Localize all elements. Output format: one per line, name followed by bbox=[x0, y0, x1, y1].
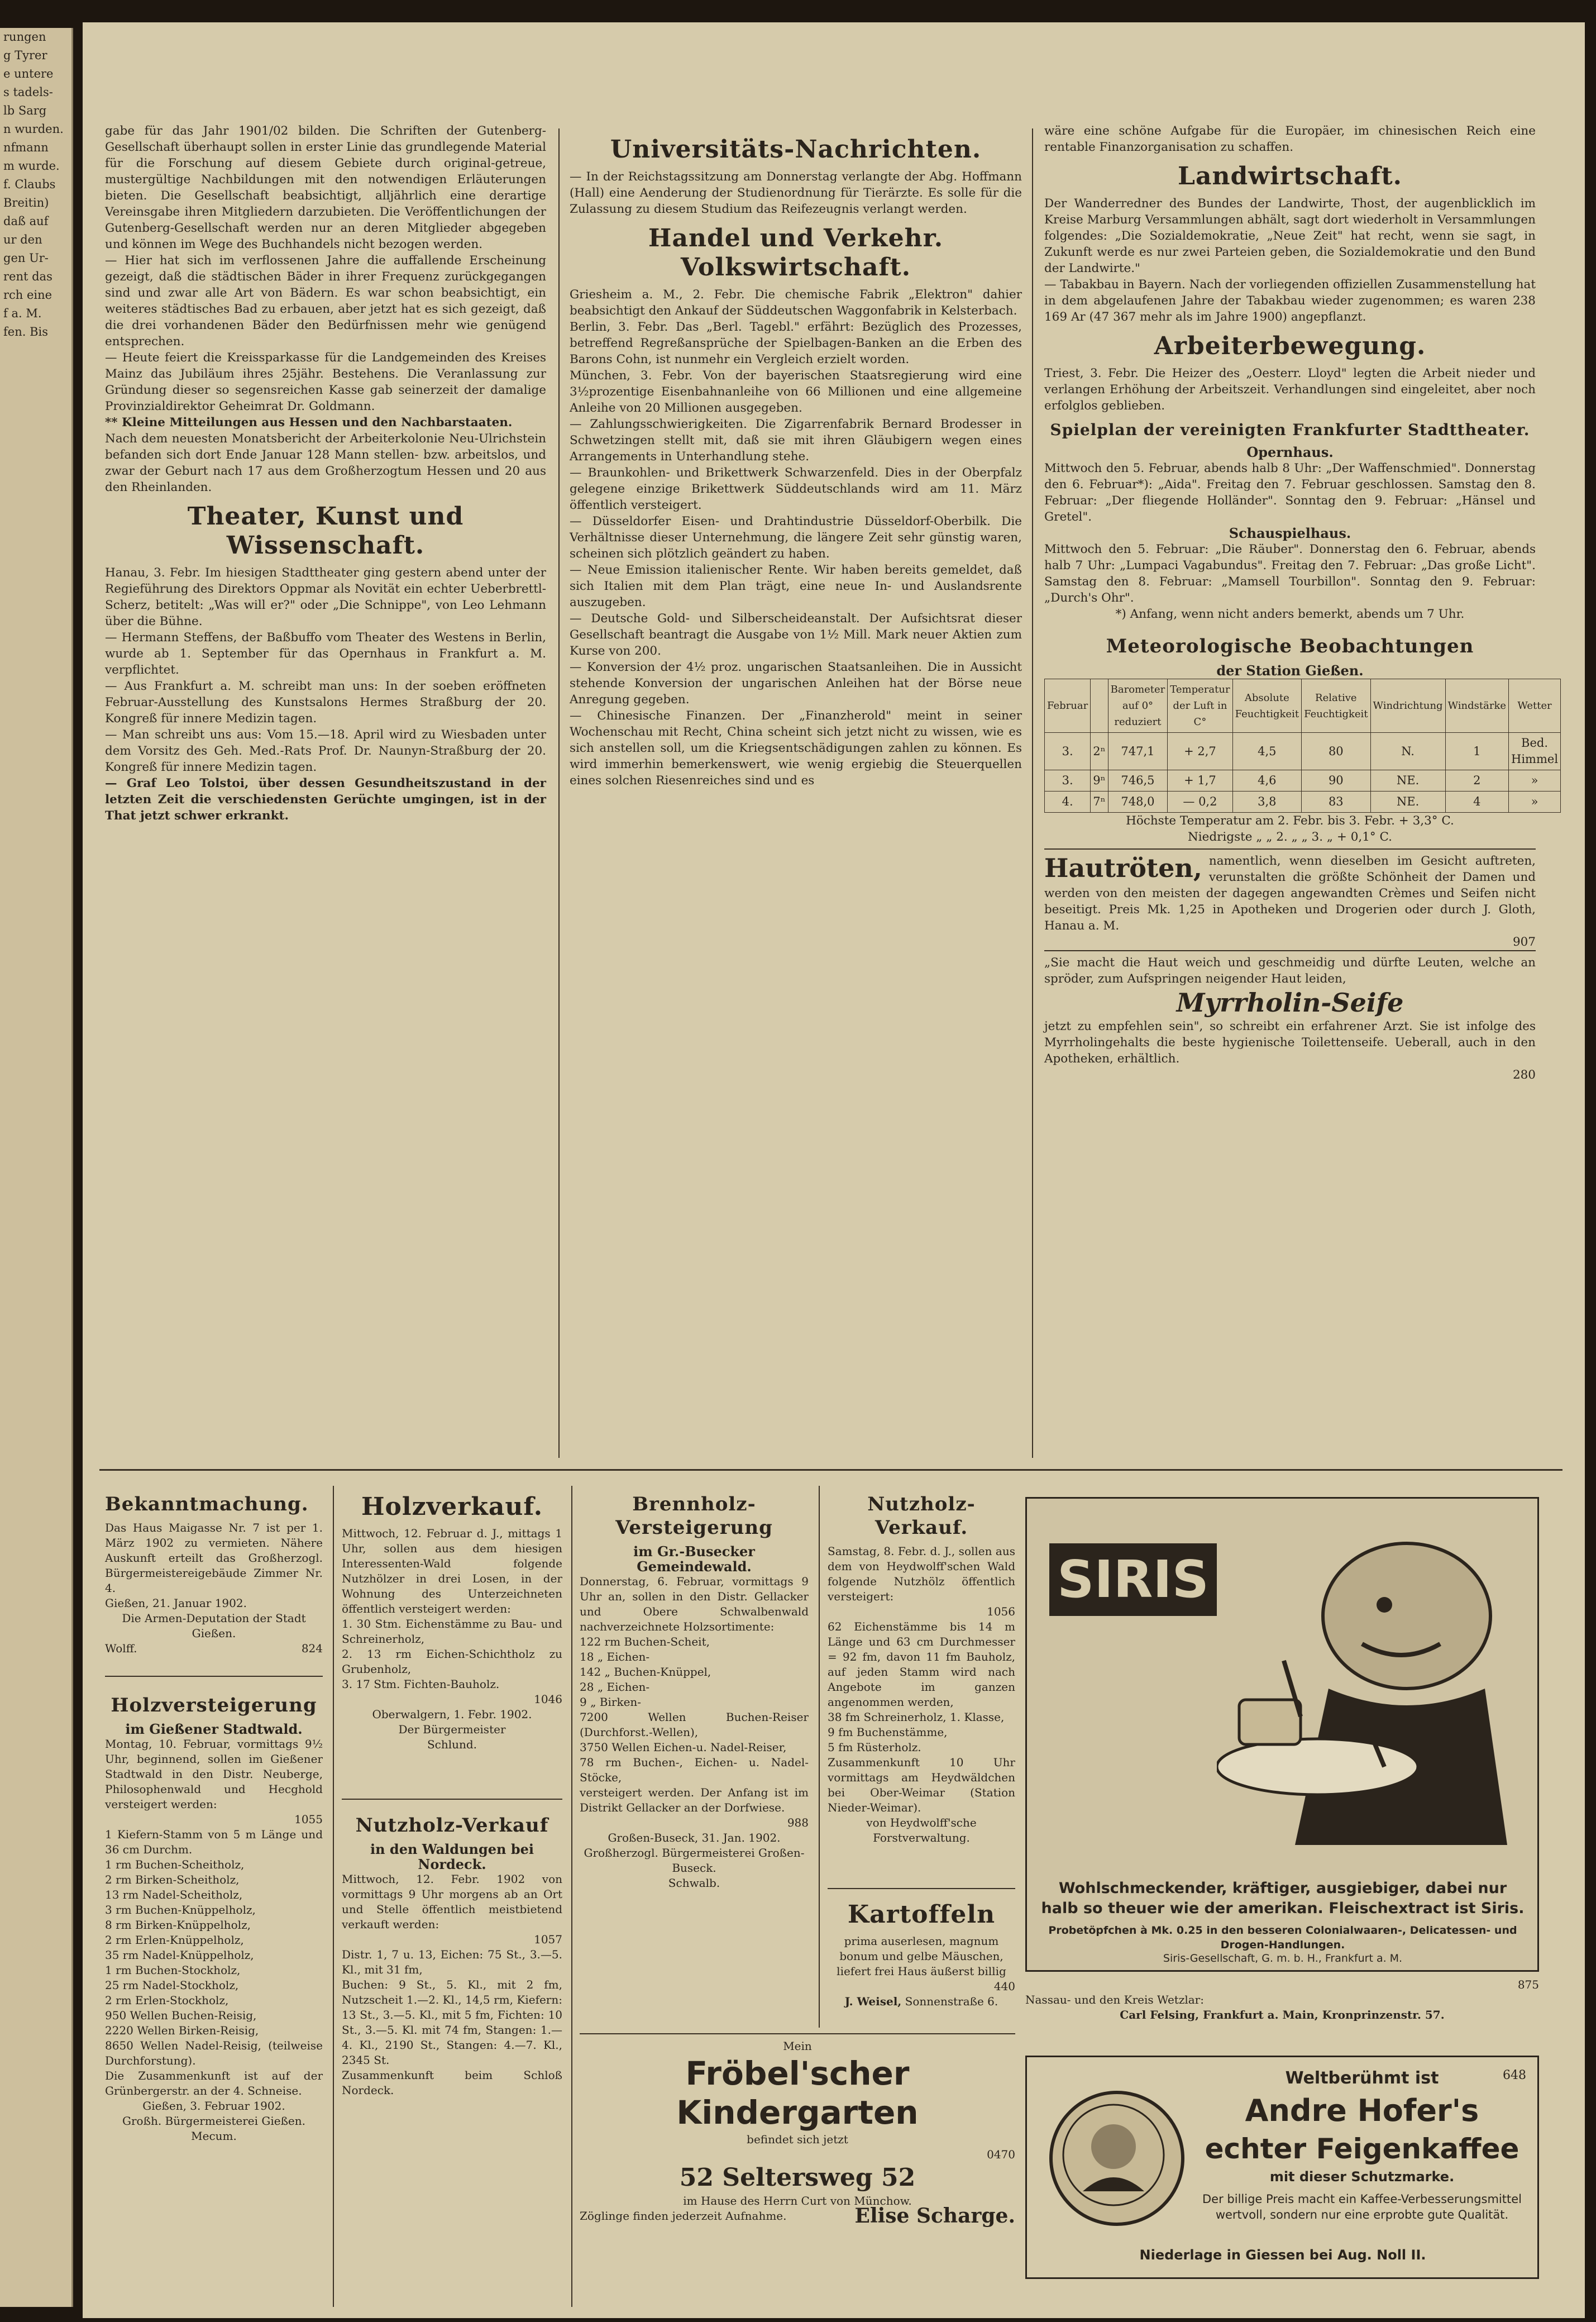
table-cell: 4,5 bbox=[1232, 733, 1301, 770]
ad-name: Schlund. bbox=[427, 1738, 477, 1751]
weather-table bbox=[1044, 679, 1561, 813]
column-header: Absolute Feuchtigkeit bbox=[1232, 679, 1301, 733]
weather-max: Höchste Temperatur am 2. Febr. bis 3. Febr. + 3,3° C. bbox=[1126, 814, 1454, 828]
article-text: Der Wanderredner des Bundes der Landwirte, Thost, der augenblicklich im Kreise Marburg Versammlungen abhält, sagt dort wiederholt in Versammlungen folgendes: „Die Sozialdemokratie, „Neue Zeit" hat recht, wenn sie sagt, in Zukunft werde es nur zwei Parteien geben, die Sozialdemokratie und den Bund der Landwirte." bbox=[1044, 197, 1536, 275]
article-text: Nach dem neuesten Monatsbericht der Arbeiterkolonie Neu-Ulrichstein befanden sich dort Ende Januar 128 Mann stellen- bzw. arbeitslos, und zwar der Geburt nach 17 aus dem Großherzogtum Hessen und 20 aus den Rheinlanden. bbox=[105, 432, 546, 494]
subheading: Opernhaus. bbox=[1246, 444, 1334, 460]
list-item: 7200 Wellen Buchen-Reiser (Durchforst.-Wellen), bbox=[580, 1710, 809, 1739]
list-item: Distr. 1, 7 u. 13, Eichen: 75 St., 3.—5. Kl., mit 31 fm, bbox=[342, 1948, 562, 1976]
ad-name: Elise Scharge. bbox=[854, 2204, 1015, 2228]
ad-item-list bbox=[342, 1617, 562, 1692]
siris-representative bbox=[1025, 1977, 1539, 2023]
column-header: Windrichtung bbox=[1370, 679, 1445, 733]
ad-divider bbox=[105, 1676, 323, 1677]
list-item: 1 rm Buchen-Stockholz, bbox=[105, 1963, 241, 1977]
column-header: Barometer auf 0° reduziert bbox=[1108, 679, 1168, 733]
ad-divider bbox=[580, 2033, 1015, 2034]
ad-text: prima auserlesen, magnum bonum und gelbe Mäuschen, liefert frei Haus äußerst billig bbox=[837, 1934, 1006, 1978]
article-text: Hanau, 3. Febr. Im hiesigen Stadttheater ging gestern abend unter der Regieführung des Direktors Oppmar als Novität ein echter Ueberbrettl-Scherz, betitelt: „Was will er?" oder „Die Schnippe", von Leo Lehmann über die Bühne. bbox=[105, 566, 546, 628]
feigenkaffee-ad bbox=[1025, 2056, 1539, 2279]
list-item: 9 fm Buchenstämme, bbox=[828, 1725, 948, 1739]
ad-item-list bbox=[342, 1947, 562, 2068]
article-text: Mittwoch den 5. Februar: „Die Räuber". Donnerstag den 6. Februar, abends halb 7 Uhr: „Lumpaci Vagabundus". Freitag den 7. Februar: „Das große Licht". Samstag den 8. Februar: „Mamsell Tourbillon". Sonntag den 9. Februar: „Durch's Ohr". bbox=[1044, 542, 1536, 605]
table-cell: NE. bbox=[1370, 770, 1445, 792]
list-item: 1. 30 Stm. Eichenstämme zu Bau- und Schreinerholz, bbox=[342, 1617, 562, 1646]
article-text: — Chinesische Finanzen. Der „Finanzherold" meint in seiner Wochenschau mit Recht, China scheint sich jetzt nicht zu wissen, wie es sich anstellen soll, um die Kriegsentschädigungen zahlen zu können. Es wird immerhin bemerkenswert, wie wenig ergiebig die Steuerquellen eines solchen Riesenreiches sind und es bbox=[570, 709, 1022, 788]
ad-text: mit dieser Schutzmarke. bbox=[1269, 2169, 1455, 2185]
article-text: — Düsseldorfer Eisen- und Drahtindustrie Düsseldorf-Oberbilk. Die Verhältnisse dieser Unternehmung, die längere Zeit sehr günstig waren, scheinen sich plötzlich geändert zu haben. bbox=[570, 514, 1022, 561]
ad-name: Wolff. bbox=[105, 1642, 137, 1655]
article-text: — Man schreibt uns aus: Vom 15.—18. April wird zu Wiesbaden unter dem Vorsitz des Geh. Med.-Rats Prof. Dr. Naunyn-Straßburg der 20. Kongreß für innere Medizin tagen. bbox=[105, 728, 546, 774]
ad-name: Schwalb. bbox=[668, 1876, 720, 1890]
ad-signature: Großherzogl. Bürgermeisterei Großen-Buseck. bbox=[584, 1846, 805, 1875]
illustration-man-eating bbox=[1217, 1532, 1518, 1845]
footnote: *) Anfang, wenn nicht anders bemerkt, abends um 7 Uhr. bbox=[1115, 607, 1465, 621]
article-text: wäre eine schöne Aufgabe für die Europäer, im chinesischen Reich eine rentable Finanzorganisation zu schaffen. bbox=[1044, 124, 1536, 154]
article-text: — Hier hat sich im verflossenen Jahre die auffallende Erscheinung gezeigt, daß die städtischen Bäder in ihrer Frequenz zurückgegangen sind und zwar alle Art von Bädern. Es war schon beabsichtigt, ein weiteres städtisches Bad zu erbauen, aber jetzt hat es sich gezeigt, daß die drei vorhandenen Bäder den Bedürfnissen mehr wie genügend entsprechen. bbox=[105, 254, 546, 349]
ad-divider bbox=[828, 1888, 1015, 1889]
ad-heading: Holzverkauf. bbox=[361, 1493, 543, 1521]
ad-address: 52 Seltersweg 52 bbox=[679, 2163, 916, 2192]
ad-text: Probetöpfchen à Mk. 0.25 in den besseren Colonialwaaren-, Delicatessen- und Drogen-Handlungen. bbox=[1048, 1924, 1517, 1951]
list-item: Buchen: 9 St., 5. Kl., mit 2 fm, Nutzscheit 1.—2. Kl., 14,5 rm, Kiefern: 13 St., 3.—5. Kl., mit 5 fm, Fichten: 10 St., 3.—5. Kl. mit 74 fm, Stangen: 1.—4. Kl., 2190 St., Stangen: 4.—7. Kl., 2345 St. bbox=[342, 1978, 562, 2067]
section-heading: Universitäts-Nachrichten. bbox=[610, 135, 982, 164]
ad-number: 875 bbox=[1517, 1978, 1539, 1991]
table-row bbox=[1045, 733, 1561, 770]
table-row bbox=[1045, 792, 1561, 813]
table-cell: 9ⁿ bbox=[1091, 770, 1108, 792]
ad-text: versteigert werden. Der Anfang ist im Distrikt Gellacker an der Dorfwiese. bbox=[580, 1786, 809, 1814]
adjacent-page-line: f. Claubs bbox=[3, 178, 56, 191]
list-item: 950 Wellen Buchen-Reisig, bbox=[105, 2009, 257, 2022]
adjacent-page-line: Breitin) bbox=[3, 196, 49, 209]
ad-text: Zöglinge finden jederzeit Aufnahme. bbox=[580, 2209, 787, 2223]
ad-text: Montag, 10. Februar, vormittags 9½ Uhr, beginnend, sollen im Gießener Stadtwald in den Distr. Neuberge, Philosophenwald und Hecghold versteigert werden: bbox=[105, 1737, 323, 1811]
adjacent-page-line: nfmann bbox=[3, 141, 49, 154]
article-text: — Neue Emission italienischer Rente. Wir haben bereits gemeldet, daß sich Italien mit dem Plan trägt, eine neue In- und Auslandsrente auszugeben. bbox=[570, 563, 1022, 609]
section-heading: Spielplan der vereinigten Frankfurter Stadttheater. bbox=[1050, 421, 1530, 439]
article-text: — Tabakbau in Bayern. Nach der vorliegenden offiziellen Zusammenstellung hat in dem abgelaufenen Jahre der Tabakbau wieder zugenommen; es waren 238 169 Ar (47 367 mehr als im Jahre 1900) angepflanzt. bbox=[1044, 278, 1536, 324]
holzverkauf-ad bbox=[342, 1486, 562, 1752]
list-item: 122 rm Buchen-Scheit, bbox=[580, 1635, 710, 1648]
ad-date: Großen-Buseck, 31. Jan. 1902. bbox=[608, 1831, 781, 1844]
list-item: 25 rm Nadel-Stockholz, bbox=[105, 1978, 239, 1992]
list-item: 35 rm Nadel-Knüppelholz, bbox=[105, 1948, 254, 1962]
ad-subheading: in den Waldungen bei Nordeck. bbox=[370, 1841, 534, 1872]
ad-text: Zusammenkunft beim Schloß Nordeck. bbox=[342, 2068, 562, 2097]
article-text: Mittwoch den 5. Februar, abends halb 8 Uhr: „Der Waffenschmied". Donnerstag den 6. Februar*): „Aida". Freitag den 7. Februar geschlossen. Samstag den 8. Februar: „Der fliegende Holländer". Sonntag den 9. Februar: „Hänsel und Gretel". bbox=[1044, 461, 1536, 524]
ad-text: Niederlage in Giessen bei Aug. Noll II. bbox=[1139, 2247, 1426, 2263]
table-cell: — 0,2 bbox=[1168, 792, 1232, 813]
list-item: 2 rm Birken-Scheitholz, bbox=[105, 1873, 240, 1886]
adjacent-page-line: gen Ur- bbox=[3, 251, 49, 265]
table-cell: 3,8 bbox=[1232, 792, 1301, 813]
column-divider bbox=[819, 1486, 820, 2028]
ad-signature: von Heydwolff'sche Forstverwaltung. bbox=[866, 1816, 977, 1844]
column-divider bbox=[558, 128, 560, 1458]
table-cell: 83 bbox=[1302, 792, 1370, 813]
ad-text: Samstag, 8. Febr. d. J., sollen aus dem von Heydwolff'schen Wald folgende Nutzhölz öffentlich versteigert: bbox=[828, 1544, 1015, 1603]
table-cell: 7ⁿ bbox=[1091, 792, 1108, 813]
list-item: 18 „ Eichen- bbox=[580, 1650, 650, 1663]
weather-min: Niedrigste „ „ 2. „ „ 3. „ + 0,1° C. bbox=[1187, 830, 1393, 844]
article-text: — Konversion der 4½ proz. ungarischen Staatsanleihen. Die in Aussicht stehende Konversion der ungarischen Anleihen hat der Börse neue Anregung gegeben. bbox=[570, 660, 1022, 707]
table-cell: 2 bbox=[1445, 770, 1508, 792]
myrrholin-ad bbox=[1044, 950, 1536, 1083]
article-text: — Deutsche Gold- und Silberscheideanstalt. Der Aufsichtsrat dieser Gesellschaft beantragt die Ausgabe von 1½ Mill. Mark neuer Aktien zum Kurse von 200. bbox=[570, 612, 1022, 658]
list-item: 2220 Wellen Birken-Reisig, bbox=[105, 2024, 259, 2037]
ad-number: 1056 bbox=[987, 1605, 1015, 1618]
column-divider bbox=[571, 1486, 572, 2307]
ad-heading: Hautröten, bbox=[1044, 853, 1202, 883]
list-item: 62 Eichenstämme bis 14 m Länge und 63 cm Durchmesser = 92 fm, davon 11 fm Bauholz, auf jeden Stamm wird nach Angebote im ganzen angenommen werden, bbox=[828, 1620, 1015, 1709]
article-text: — Graf Leo Tolstoi, über dessen Gesundheitszustand in der letzten Zeit die verschiedensten Gerüchte umgingen, ist in der That jetzt schwer erkrankt. bbox=[105, 776, 546, 823]
ad-date: Gießen, 3. Februar 1902. bbox=[142, 2099, 285, 2113]
list-item: 38 fm Schreinerholz, 1. Klasse, bbox=[828, 1710, 1005, 1724]
ad-number: 1046 bbox=[534, 1692, 562, 1706]
list-item: 9 „ Birken- bbox=[580, 1695, 642, 1709]
adjacent-page-line: s tadels- bbox=[3, 85, 53, 99]
article-text: Griesheim a. M., 2. Febr. Die chemische Fabrik „Elektron" dahier beabsichtigt den Ankauf der Süddeutschen Waggonfabrik in Kelsterbach. bbox=[570, 288, 1022, 318]
trademark-seal bbox=[1049, 2091, 1184, 2226]
article-text: München, 3. Febr. Von der bayerischen Staatsregierung wird eine 3½prozentige Eisenbahnanleihe von 66 Millionen und eine allgemeine Anleihe von 20 Millionen ausgegeben. bbox=[570, 369, 1022, 415]
siris-ad bbox=[1025, 1497, 1539, 1972]
adjacent-page-line: daß auf bbox=[3, 214, 49, 228]
ad-number: 988 bbox=[787, 1816, 809, 1829]
ad-item-list bbox=[105, 1827, 323, 2068]
ad-text: Mein bbox=[783, 2039, 812, 2053]
column-header: Windstärke bbox=[1445, 679, 1508, 733]
subheading: Schauspielhaus. bbox=[1229, 525, 1351, 541]
ad-subheading: im Gießener Stadtwald. bbox=[125, 1721, 303, 1737]
ad-heading: Bekanntmachung. bbox=[105, 1493, 309, 1515]
list-item: 142 „ Buchen-Knüppel, bbox=[580, 1665, 711, 1679]
article-text: — Braunkohlen- und Brikettwerk Schwarzenfeld. Dies in der Oberpfalz gelegene einzige Brikettwerk Süddeutschlands wird am 11. März öffentlich versteigert. bbox=[570, 466, 1022, 512]
ad-text: Donnerstag, 6. Februar, vormittags 9 Uhr an, sollen in den Distr. Gellacker und Obere Schwalbenwald nachverzeichnete Holzsortimente: bbox=[580, 1575, 809, 1633]
ad-text: Zusammenkunft 10 Uhr vormittags am Heydwäldchen bei Ober-Weimar (Station Nieder-Weimar). bbox=[828, 1756, 1015, 1814]
adjacent-page-line: f a. M. bbox=[3, 307, 42, 320]
ad-number: 0470 bbox=[987, 2148, 1015, 2161]
list-item: 2 rm Erlen-Stockholz, bbox=[105, 1994, 229, 2007]
list-item: 8650 Wellen Nadel-Reisig, (teilweise Durchforstung). bbox=[105, 2039, 323, 2067]
table-cell: Bed. Himmel bbox=[1509, 733, 1561, 770]
table-cell: » bbox=[1509, 792, 1561, 813]
newspaper-page bbox=[83, 22, 1585, 2318]
adjacent-page-line: lb Sarg bbox=[3, 104, 47, 117]
adjacent-page-line: fen. Bis bbox=[3, 325, 49, 338]
kartoffeln-ad bbox=[828, 1894, 1015, 2009]
adjacent-page-fragment bbox=[0, 28, 73, 2307]
adjacent-page-text bbox=[0, 28, 71, 341]
ad-number: 1057 bbox=[534, 1933, 562, 1946]
ad-number: 280 bbox=[1512, 1068, 1536, 1082]
section-heading: Arbeiterbewegung. bbox=[1154, 332, 1426, 360]
column-3 bbox=[1044, 123, 1559, 1083]
bekanntmachung-ad bbox=[105, 1486, 323, 1656]
ad-text: jetzt zu empfehlen sein", so schreibt ein erfahrener Arzt. Sie ist infolge des Myrrholingehalts die beste hygienische Toilettenseife. Ueberall, auch in den Apotheken, erhältlich. bbox=[1044, 1019, 1536, 1066]
ad-name: Mecum. bbox=[191, 2129, 237, 2143]
ad-text: Weltberühmt ist bbox=[1285, 2068, 1439, 2088]
ad-text: befindet sich jetzt bbox=[747, 2133, 848, 2146]
holzversteigerung-ad bbox=[105, 1687, 323, 2144]
adjacent-page-line: rungen bbox=[3, 30, 46, 44]
ad-item-list bbox=[828, 1619, 1015, 1755]
column-header bbox=[1091, 679, 1108, 733]
table-cell: 746,5 bbox=[1108, 770, 1168, 792]
weather-subheading: der Station Gießen. bbox=[1216, 662, 1364, 679]
ad-heading: Fröbel'scher Kindergarten bbox=[676, 2054, 919, 2132]
ad-subheading: im Gr.-Busecker Gemeindewald. bbox=[633, 1543, 755, 1575]
ad-number: 440 bbox=[993, 1980, 1015, 1993]
ad-number: 824 bbox=[301, 1642, 323, 1655]
ad-address: Sonnenstraße 6. bbox=[905, 1995, 998, 2008]
article-text: — Hermann Steffens, der Baßbuffo vom Theater des Westens in Berlin, wurde ab 1. September für das Opernhaus in Frankfurt a. M. verpflichtet. bbox=[105, 631, 546, 677]
ad-heading: Nutzholz-Verkauf bbox=[355, 1814, 549, 1837]
haut-ad bbox=[1044, 848, 1536, 950]
siris-logo: SIRIS bbox=[1049, 1543, 1217, 1616]
ad-text: Nassau- und den Kreis Wetzlar: bbox=[1025, 1993, 1204, 2006]
list-item: 5 fm Rüsterholz. bbox=[828, 1741, 921, 1754]
ad-number: 1055 bbox=[294, 1813, 323, 1826]
ad-number: 907 bbox=[1512, 935, 1536, 949]
ad-text: Carl Felsing, Frankfurt a. Main, Kronprinzenstr. 57. bbox=[1120, 2008, 1445, 2021]
table-cell: 4 bbox=[1445, 792, 1508, 813]
ad-name: J. Weisel, bbox=[844, 1995, 902, 2008]
ad-heading: Kartoffeln bbox=[847, 1900, 996, 1929]
table-cell: 3. bbox=[1045, 733, 1091, 770]
table-cell: NE. bbox=[1370, 792, 1445, 813]
column-1 bbox=[105, 123, 546, 824]
list-item: 3 rm Buchen-Knüppelholz, bbox=[105, 1903, 256, 1916]
ad-text: Siris-Gesellschaft, G. m. b. H., Frankfurt a. M. bbox=[1163, 1952, 1403, 1965]
ad-signature: Der Bürgermeister bbox=[398, 1723, 506, 1736]
ad-text: Wohlschmeckender, kräftiger, ausgiebiger, dabei nur halb so theuer wie der amerikan. Fleischextract ist Siris. bbox=[1041, 1880, 1525, 1917]
weather-heading: Meteorologische Beobachtungen bbox=[1106, 635, 1474, 657]
ad-text: Die Zusammenkunft ist auf der Grünbergerstr. an der 4. Schneise. bbox=[105, 2069, 323, 2097]
ad-heading: Brennholz-Versteigerung bbox=[615, 1493, 773, 1539]
table-cell: 80 bbox=[1302, 733, 1370, 770]
adjacent-page-line: rch eine bbox=[3, 288, 52, 302]
article-text: Triest, 3. Febr. Die Heizer des „Oesterr. Lloyd" legten die Arbeit nieder und verlangen Erhöhung der Arbeitszeit. Verhandlungen sind eingeleitet, aber noch erfolglos geblieben. bbox=[1044, 366, 1536, 413]
ad-text: Der billige Preis macht ein Kaffee-Verbesserungsmittel wertvoll, sondern nur eine erprobte gute Qualität. bbox=[1202, 2192, 1522, 2221]
table-header-row bbox=[1045, 679, 1561, 733]
ad-signature: Großh. Bürgermeisterei Gießen. bbox=[122, 2114, 305, 2128]
adjacent-page-line: e untere bbox=[3, 67, 54, 80]
adjacent-page-line: n wurden. bbox=[3, 122, 64, 136]
ad-heading: Holzversteigerung bbox=[111, 1694, 317, 1717]
ad-number: 648 bbox=[1503, 2068, 1526, 2082]
adjacent-page-line: m wurde. bbox=[3, 159, 60, 173]
section-heading: Landwirtschaft. bbox=[1178, 162, 1402, 190]
ad-text: Mittwoch, 12. Febr. 1902 von vormittags 9 Uhr morgens ab an Ort und Stelle öffentlich meistbietend verkauft werden: bbox=[342, 1872, 562, 1931]
ad-signature: Die Armen-Deputation der Stadt Gießen. bbox=[122, 1611, 306, 1640]
column-divider bbox=[333, 1486, 334, 2307]
article-text: gabe für das Jahr 1901/02 bilden. Die Schriften der Gutenberg-Gesellschaft überhaupt sollen in erster Linie das grundlegende Material für die Forschung auf diesem Gebiete durch original-getreue, mustergültige Nachbildungen mit den notwendigen Erläuterungen bieten. Die Gesellschaft beabsichtigt, alljährlich eine derartige Vereinsgabe ihren Mitgliedern darzubieten. Die Veröffentlichungen der Gutenberg-Gesellschaft werden nur an deren Mitglieder abgegeben und können im Wege des Buchhandels nicht bezogen werden. bbox=[105, 124, 546, 251]
article-text: — Aus Frankfurt a. M. schreibt man uns: In der soeben eröffneten Februar-Ausstellung des Kunstsalons Hermes Straßburg der 20. Kongreß für innere Medizin tagen. bbox=[105, 679, 546, 726]
table-cell: + 1,7 bbox=[1168, 770, 1232, 792]
article-text: — In der Reichstagssitzung am Donnerstag verlangte der Abg. Hoffmann (Hall) eine Aenderung der Studienordnung für Tierärzte. Es solle für die Zulassung zu diesem Studium das Reifezeugnis verlangt werden. bbox=[570, 170, 1022, 216]
table-cell: N. bbox=[1370, 733, 1445, 770]
section-heading: Handel und Verkehr. Volkswirtschaft. bbox=[648, 224, 944, 282]
ad-text: Mittwoch, 12. Februar d. J., mittags 1 Uhr, sollen aus dem hiesigen Interessenten-Wald folgende Nutzhölzer in drei Losen, in der Wohnung des Unterzeichneten öffentlich versteigert werden: bbox=[342, 1527, 562, 1615]
column-header: Relative Feuchtigkeit bbox=[1302, 679, 1370, 733]
table-row bbox=[1045, 770, 1561, 792]
adjacent-page-line: rent das bbox=[3, 270, 52, 283]
list-item: 1 Kiefern-Stamm von 5 m Länge und 36 cm Durchm. bbox=[105, 1828, 323, 1856]
ad-text: „Sie macht die Haut weich und geschmeidig und dürfte Leuten, welche an spröder, zum Aufspringen neigender Haut leiden, bbox=[1044, 956, 1536, 986]
list-item: 28 „ Eichen- bbox=[580, 1680, 650, 1694]
ad-product: echter Feigenkaffee bbox=[1205, 2133, 1519, 2165]
nutzholz-nordeck-ad bbox=[342, 1807, 562, 2098]
ad-divider bbox=[342, 1799, 562, 1800]
ad-brand: Myrrholin-Seife bbox=[1176, 988, 1404, 1018]
article-text: — Heute feiert die Kreissparkasse für die Landgemeinden des Kreises Mainz das Jubiläum ihres 25jähr. Bestehens. Die Veranlassung zur Gründung dieser so segensreichen Kasse gab seinerzeit der damalige Provinzialdirektor Geheimrat Dr. Goldmann. bbox=[105, 351, 546, 413]
table-cell: 3. bbox=[1045, 770, 1091, 792]
list-item: 3750 Wellen Eichen-u. Nadel-Reiser, bbox=[580, 1741, 787, 1754]
column-divider bbox=[1032, 128, 1033, 1458]
ad-text: namentlich, wenn dieselben im Gesicht auftreten, verunstalten die größte Schönheit der Damen und werden von den meisten der dagegen angewandten Crèmes und Seifen nicht beseitigt. Preis Mk. 1,25 in Apotheken und Drogerien oder durch J. Gloth, Hanau a. M. bbox=[1044, 854, 1536, 933]
table-cell: 90 bbox=[1302, 770, 1370, 792]
ad-text: im Hause des Herrn Curt von Münchow. bbox=[683, 2194, 912, 2207]
brennholz-ad bbox=[580, 1486, 809, 1891]
article-text: — Zahlungsschwierigkeiten. Die Zigarrenfabrik Bernard Brodesser in Schwetzingen stellt mit, daß sie mit ihren Gläubigern wegen eines Arrangements in Unterhandlung stehe. bbox=[570, 417, 1022, 464]
kindergarten-ad bbox=[580, 2039, 1015, 2228]
list-item: 2. 13 rm Eichen-Schichtholz zu Grubenholz, bbox=[342, 1647, 562, 1676]
section-divider bbox=[99, 1469, 1562, 1471]
ad-item-list bbox=[580, 1634, 809, 1785]
list-item: 13 rm Nadel-Scheitholz, bbox=[105, 1888, 243, 1901]
table-cell: 4. bbox=[1045, 792, 1091, 813]
table-cell: + 2,7 bbox=[1168, 733, 1232, 770]
adjacent-page-line: g Tyrer bbox=[3, 49, 47, 62]
list-item: 2 rm Erlen-Knüppelholz, bbox=[105, 1933, 244, 1947]
ad-text: Das Haus Maigasse Nr. 7 ist per 1. März 1902 zu vermieten. Nähere Auskunft erteilt das Großherzogl. Bürgermeistereigebäude Zimmer Nr. 4. bbox=[105, 1521, 323, 1595]
table-cell: 4,6 bbox=[1232, 770, 1301, 792]
table-cell: » bbox=[1509, 770, 1561, 792]
section-heading: Theater, Kunst und Wissenschaft. bbox=[187, 502, 464, 560]
column-2 bbox=[570, 128, 1022, 789]
ad-date: Oberwalgern, 1. Febr. 1902. bbox=[372, 1708, 532, 1721]
section-heading: ** Kleine Mitteilungen aus Hessen und den Nachbarstaaten. bbox=[105, 416, 513, 430]
table-cell: 2ⁿ bbox=[1091, 733, 1108, 770]
adjacent-page-line: ur den bbox=[3, 233, 42, 246]
weather-table-body bbox=[1045, 733, 1561, 813]
list-item: 3. 17 Stm. Fichten-Bauholz. bbox=[342, 1677, 500, 1691]
article-text: Berlin, 3. Febr. Das „Berl. Tagebl." erfährt: Bezüglich des Prozesses, betreffend Regreßansprüche der Spielbagen-Banken an die Erben des Barons Cohn, ist nunmehr ein Vergleich erzielt worden. bbox=[570, 320, 1022, 366]
table-cell: 748,0 bbox=[1108, 792, 1168, 813]
column-header: Wetter bbox=[1509, 679, 1561, 733]
ad-heading: Andre Hofer's bbox=[1245, 2093, 1479, 2128]
list-item: 78 rm Buchen-, Eichen- u. Nadel-Stöcke, bbox=[580, 1756, 809, 1784]
list-item: 8 rm Birken-Knüppelholz, bbox=[105, 1918, 251, 1932]
column-header: Februar bbox=[1045, 679, 1091, 733]
nutzholz-heydwolff-ad bbox=[828, 1486, 1015, 1846]
list-item: 1 rm Buchen-Scheitholz, bbox=[105, 1858, 245, 1871]
ad-heading: Nutzholz-Verkauf. bbox=[867, 1493, 976, 1539]
table-cell: 1 bbox=[1445, 733, 1508, 770]
table-cell: 747,1 bbox=[1108, 733, 1168, 770]
column-header: Temperatur der Luft in C° bbox=[1168, 679, 1232, 733]
ad-date: Gießen, 21. Januar 1902. bbox=[105, 1596, 247, 1610]
